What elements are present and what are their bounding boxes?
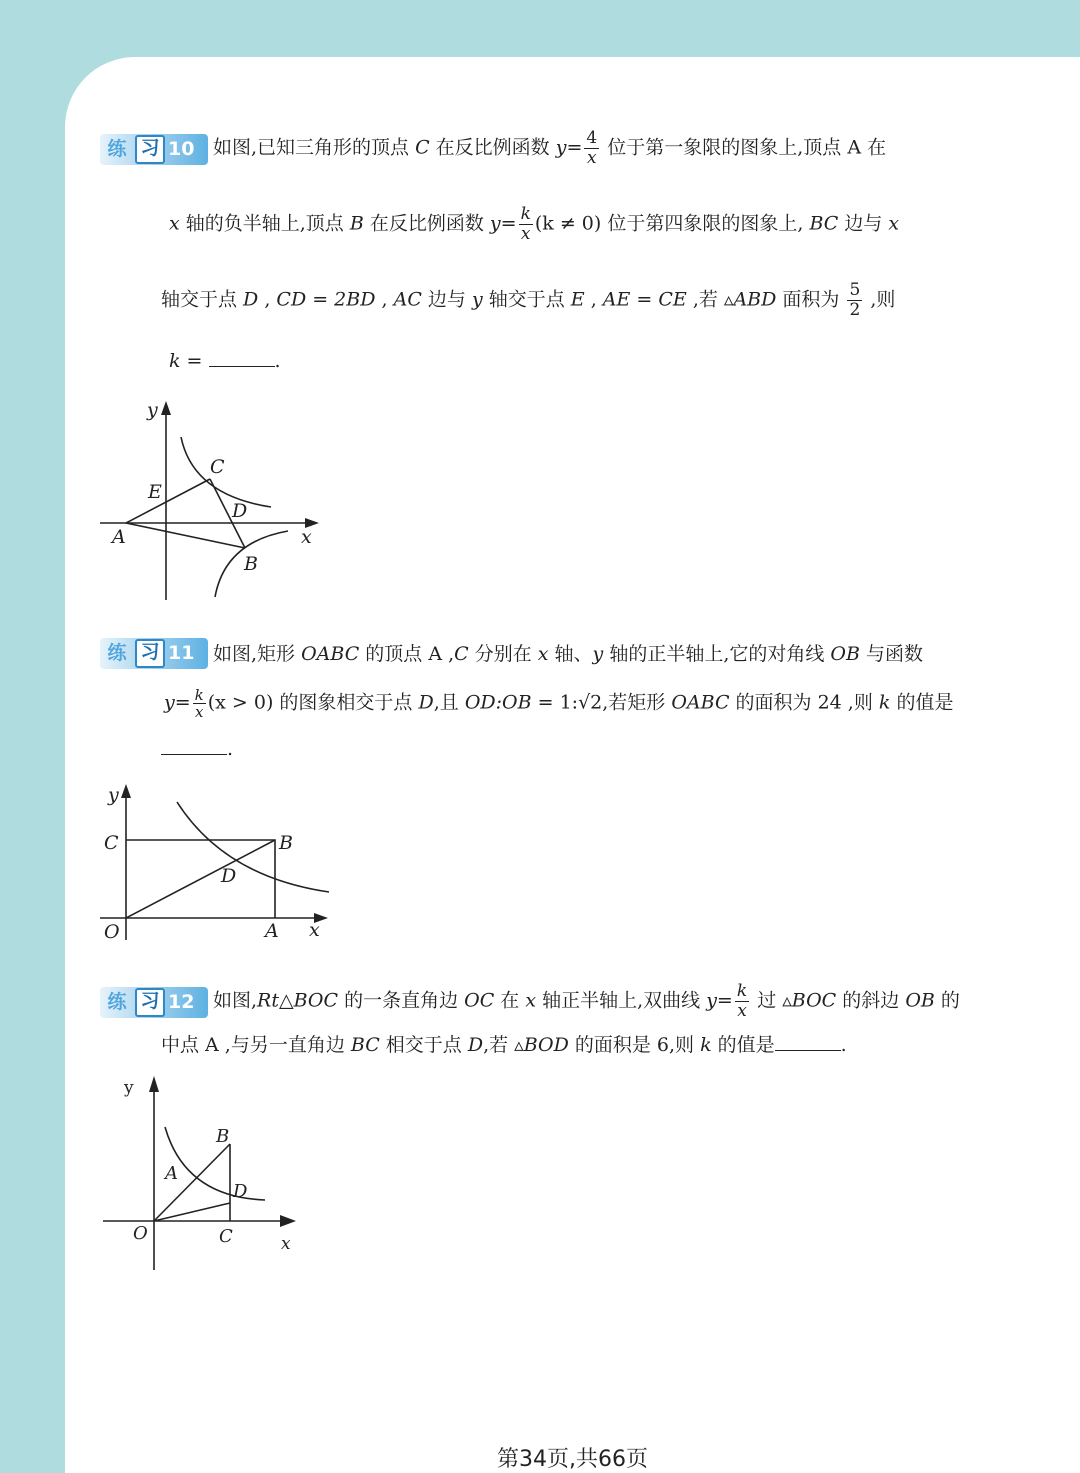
arrow-icon (161, 401, 171, 415)
badge-char-lian: 练 (107, 991, 127, 1013)
answer-blank (775, 1032, 841, 1051)
label-d: D (221, 865, 237, 887)
label-c: C (219, 1226, 233, 1247)
badge-char-xi: 习 (135, 639, 165, 668)
label-b: B (216, 1126, 230, 1147)
segment-ab (126, 523, 245, 548)
arrow-icon (149, 1076, 159, 1092)
label-b: B (279, 832, 293, 854)
exercise-badge (100, 987, 208, 1018)
badge-number: 11 (168, 642, 195, 664)
segment-ac (126, 479, 210, 523)
label-b: B (244, 553, 258, 575)
page (65, 57, 1080, 1473)
label-y: y (108, 784, 119, 806)
label-x: x (309, 919, 320, 941)
badge-char-xi: 习 (135, 988, 165, 1017)
exercise-badge (100, 134, 208, 165)
curve-quadrant-1 (181, 437, 271, 507)
segment-od (154, 1203, 230, 1221)
curve (165, 1127, 265, 1200)
label-y: y (147, 399, 158, 421)
fraction: $\frac{4}{x}$ (586, 128, 598, 168)
problem-text-line: 如图,已知三角形的顶点 C 在反比例函数 y= $\frac{4}{x}$ 位于第一象限的图象上,顶点 A 在 (213, 128, 887, 168)
label-c: C (104, 832, 119, 854)
label-x: x (281, 1234, 291, 1254)
arrow-icon (280, 1215, 296, 1227)
label-x: x (301, 526, 312, 548)
fraction: $\frac{5}{2}$ (849, 280, 861, 320)
label-o: O (133, 1223, 148, 1244)
problem-text-line: 如图,矩形 OABC 的顶点 A ,C 分别在 x 轴、y 轴的正半轴上,它的对角线 OB 与函数 (213, 643, 923, 665)
problem-text-line: k = . (169, 350, 281, 372)
label-c: C (210, 456, 225, 478)
problem-text-line: y= $\frac{k}{x}$ (x > 0) 的图象相交于点 D,且 OD:OB = 1:√2,若矩形 OABC 的面积为 24 ,则 k 的值是 (164, 686, 954, 721)
figure-10 (95, 397, 335, 607)
problem-text-line: x 轴的负半轴上,顶点 B 在反比例函数 y= $\frac{k}{x}$ (k ≠ 0) 位于第四象限的图象上, BC 边与 x (169, 204, 900, 244)
badge-number: 10 (168, 138, 195, 160)
label-y: y (124, 1078, 134, 1098)
badge-char-lian: 练 (107, 138, 127, 160)
badge-number: 12 (168, 991, 195, 1013)
page-number: 第34页,共66页 (497, 1447, 648, 1472)
label-e: E (148, 481, 162, 503)
label-d: D (233, 1181, 248, 1202)
diagonal-ob (126, 840, 275, 918)
label-o: O (104, 921, 120, 943)
label-a: A (165, 1163, 178, 1184)
figure-12 (95, 1072, 315, 1277)
label-d: D (232, 500, 248, 522)
problem-text-line: . (161, 735, 233, 763)
badge-char-lian: 练 (107, 642, 127, 664)
problem-text-line: 轴交于点 D , CD = 2BD , AC 边与 y 轴交于点 E , AE = CE ,若 ▵ABD 面积为 $\frac{5}{2}$ ,则 (161, 280, 896, 320)
fraction: $\frac{k}{x}$ (736, 981, 748, 1021)
answer-blank (161, 736, 227, 755)
figure-11 (95, 782, 345, 947)
label-a: A (112, 526, 126, 548)
answer-blank (209, 348, 275, 367)
problem-text-line: 如图,Rt△BOC 的一条直角边 OC 在 x 轴正半轴上,双曲线 y= $\frac{k}{x}$ 过 ▵BOC 的斜边 OB 的 (213, 981, 960, 1021)
exercise-badge (100, 638, 208, 669)
fraction: $\frac{k}{x}$ (520, 204, 531, 244)
arrow-icon (121, 784, 131, 798)
fraction: $\frac{k}{x}$ (194, 686, 204, 721)
label-a: A (265, 920, 279, 942)
badge-char-xi: 习 (135, 135, 165, 164)
problem-text-line: 中点 A ,与另一直角边 BC 相交于点 D,若 ▵BOD 的面积是 6,则 k 的值是 . (161, 1034, 847, 1056)
